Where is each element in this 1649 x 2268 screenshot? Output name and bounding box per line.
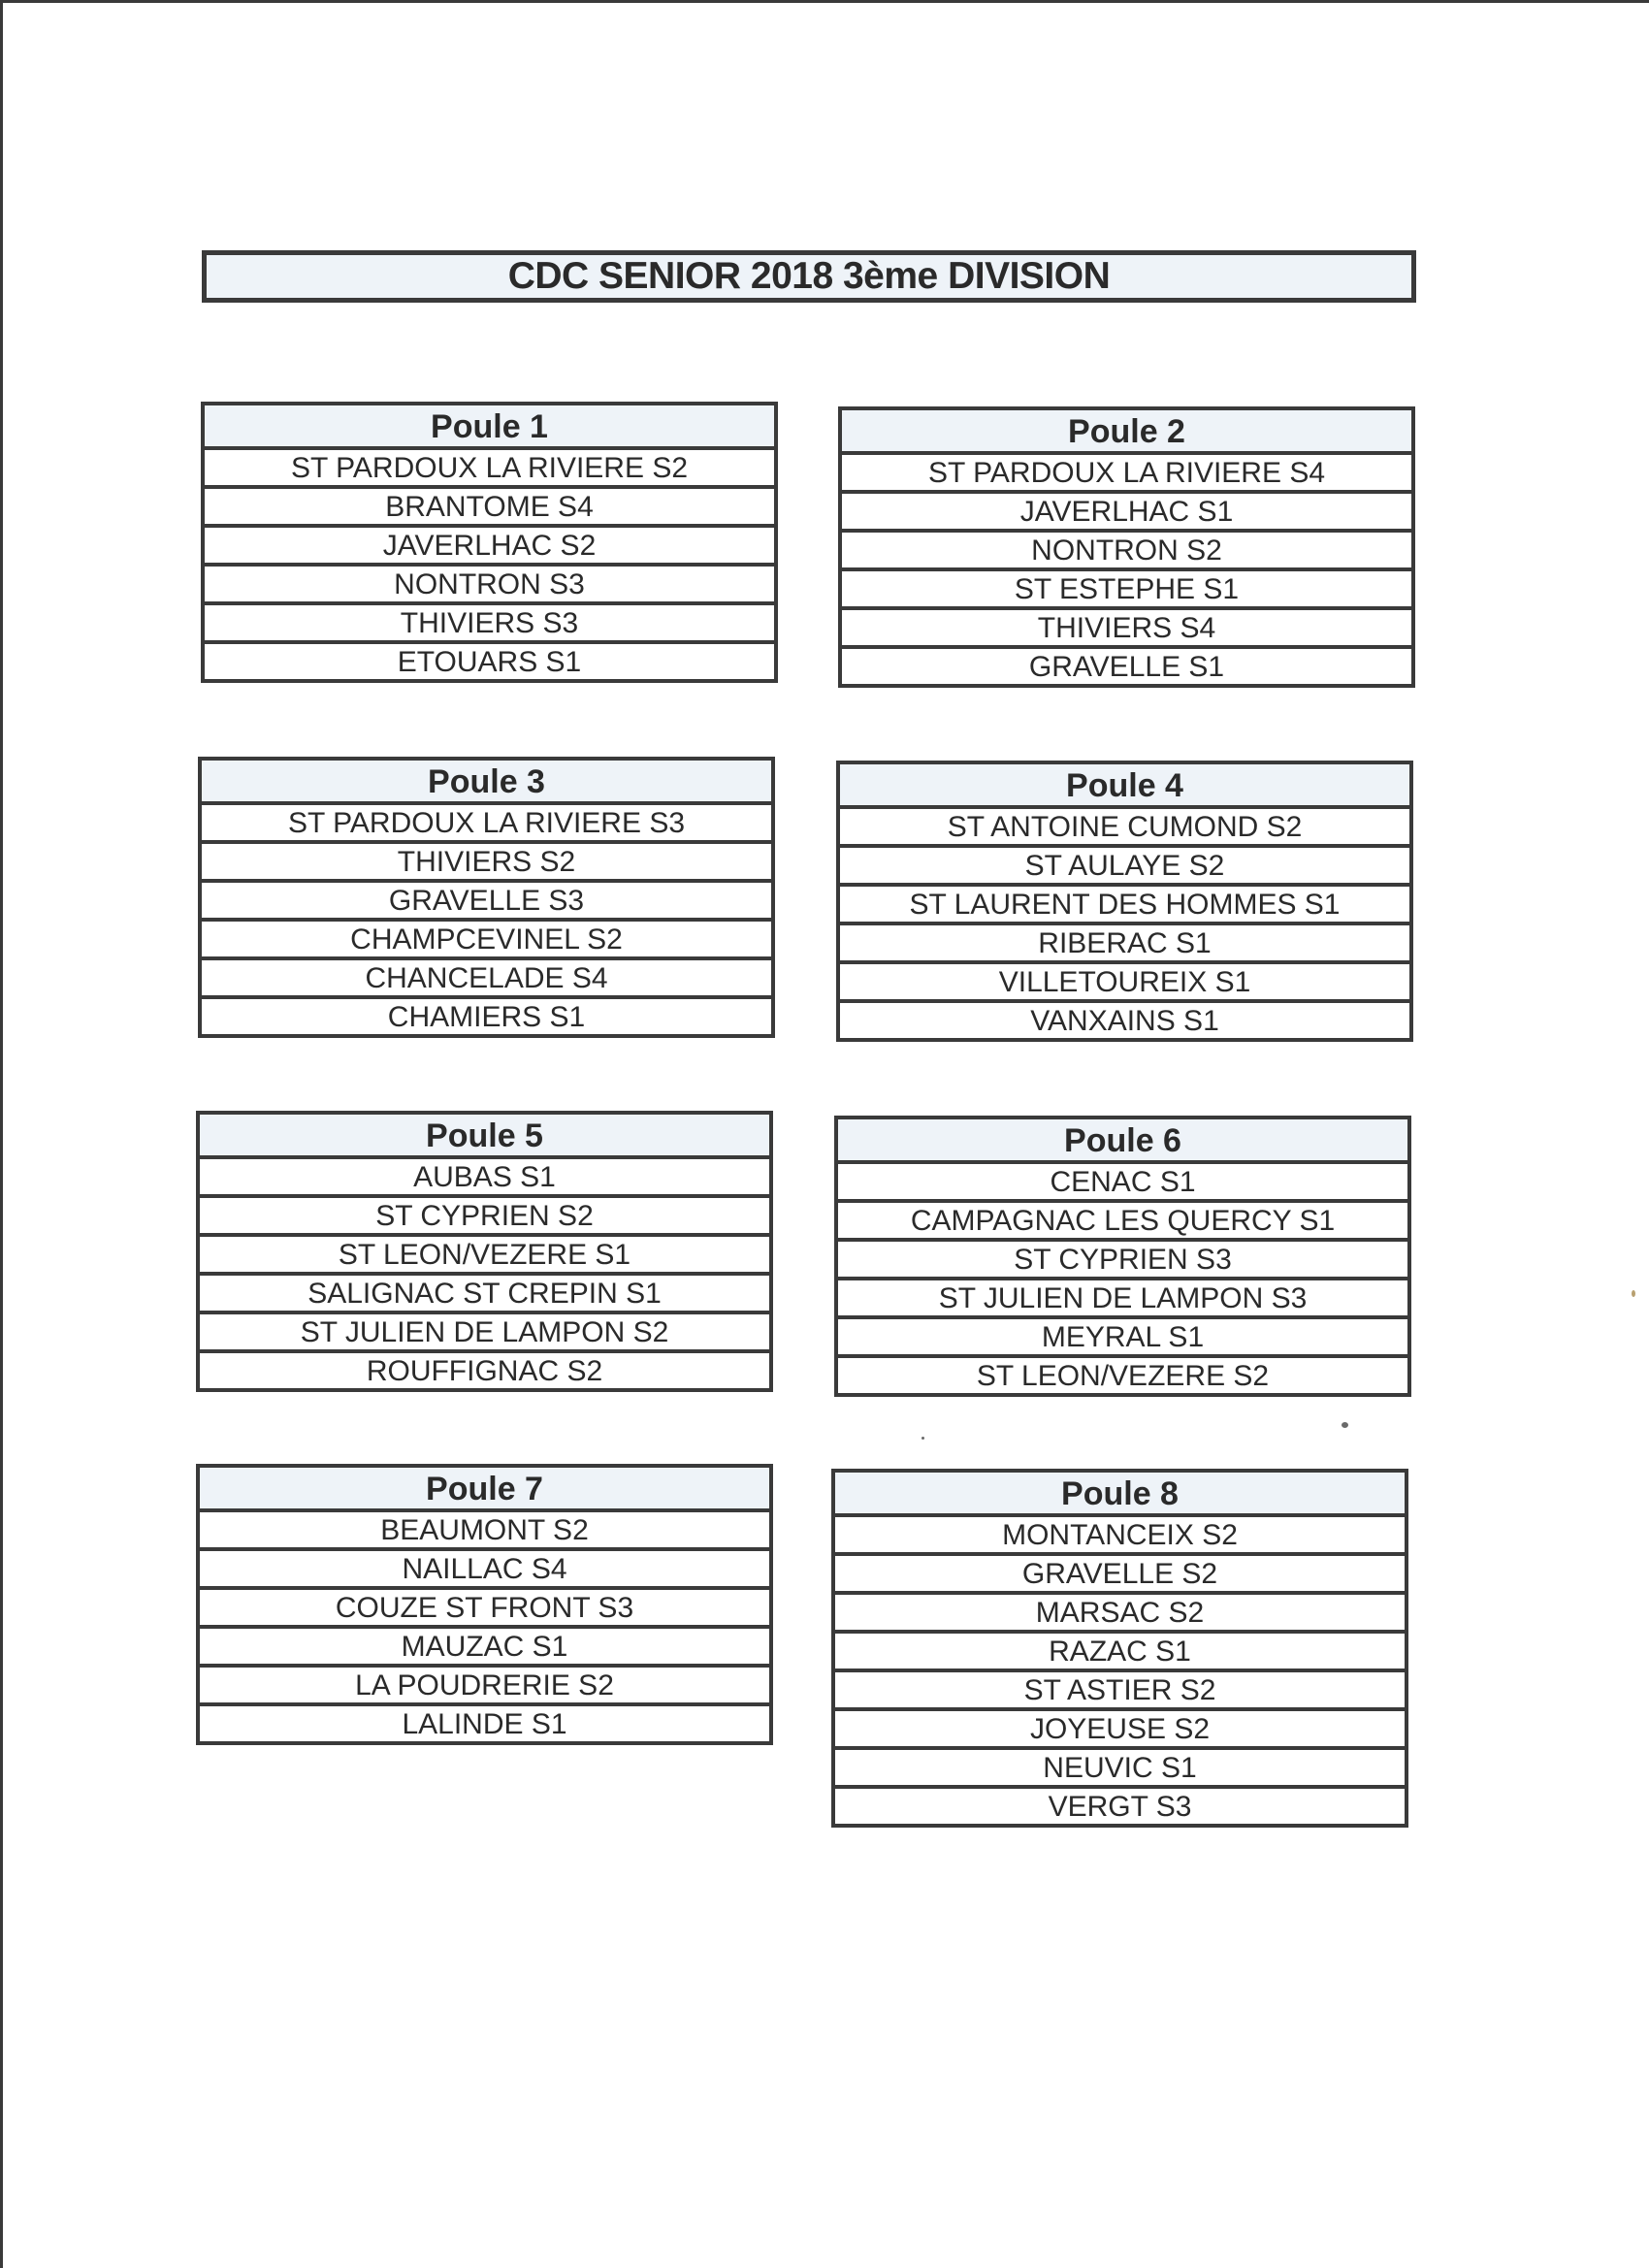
team-row: ST CYPRIEN S3 (838, 1242, 1407, 1280)
team-row: ST JULIEN DE LAMPON S2 (200, 1314, 769, 1353)
team-row: JOYEUSE S2 (835, 1711, 1405, 1750)
team-row: MARSAC S2 (835, 1595, 1405, 1634)
poule-header: Poule 1 (205, 405, 774, 450)
team-row: COUZE ST FRONT S3 (200, 1590, 769, 1629)
team-row: THIVIERS S2 (202, 844, 771, 883)
poule-4-table (836, 761, 1413, 1042)
team-row: CHAMPCEVINEL S2 (202, 922, 771, 960)
team-row: VANXAINS S1 (1030, 1005, 1219, 1037)
team-row: ST PARDOUX LA RIVIERE S3 (202, 805, 771, 844)
poule-7-table (196, 1464, 773, 1745)
team-row: GRAVELLE S2 (835, 1556, 1405, 1595)
team-row: ST LEON/VEZERE S2 (976, 1360, 1270, 1392)
poule-5-table (196, 1111, 773, 1392)
team-row: CAMPAGNAC LES QUERCY S1 (838, 1203, 1407, 1242)
team-row: LA POUDRERIE S2 (200, 1668, 769, 1706)
team-row: THIVIERS S3 (205, 605, 774, 644)
team-row: ETOUARS S1 (397, 646, 582, 678)
team-row: ST LAURENT DES HOMMES S1 (840, 887, 1409, 925)
team-row: ST LEON/VEZERE S1 (200, 1237, 769, 1276)
poule-header: Poule 4 (840, 764, 1409, 809)
team-row: AUBAS S1 (200, 1159, 769, 1198)
scan-speck (1632, 1290, 1635, 1297)
team-row: ST PARDOUX LA RIVIERE S4 (842, 455, 1411, 494)
poule-header: Poule 5 (200, 1115, 769, 1159)
team-row: THIVIERS S4 (842, 610, 1411, 649)
team-row: RIBERAC S1 (840, 925, 1409, 964)
team-row: ST AULAYE S2 (840, 848, 1409, 887)
team-row: ST ANTOINE CUMOND S2 (840, 809, 1409, 848)
team-row: ST CYPRIEN S2 (200, 1198, 769, 1237)
team-row: ST ASTIER S2 (835, 1672, 1405, 1711)
page-edge-top (0, 0, 1649, 3)
team-row: RAZAC S1 (835, 1634, 1405, 1672)
team-row: VERGT S3 (1048, 1791, 1192, 1823)
team-row: JAVERLHAC S2 (205, 528, 774, 567)
team-row: BEAUMONT S2 (200, 1512, 769, 1551)
team-row: ST JULIEN DE LAMPON S3 (838, 1280, 1407, 1319)
team-row: NAILLAC S4 (200, 1551, 769, 1590)
poule-1-table (201, 402, 778, 683)
team-row: CHAMIERS S1 (387, 1001, 586, 1033)
team-row: SALIGNAC ST CREPIN S1 (200, 1276, 769, 1314)
poule-header: Poule 8 (835, 1473, 1405, 1517)
team-row: ST PARDOUX LA RIVIERE S2 (205, 450, 774, 489)
team-row: GRAVELLE S1 (1028, 651, 1225, 683)
team-row: NONTRON S3 (205, 567, 774, 605)
poule-6-table (834, 1116, 1411, 1397)
team-row: MAUZAC S1 (200, 1629, 769, 1668)
team-row: ST ESTEPHE S1 (842, 571, 1411, 610)
poule-8-table (831, 1469, 1408, 1828)
page-edge-left (0, 0, 3, 2268)
poule-header: Poule 7 (200, 1468, 769, 1512)
poule-header: Poule 3 (202, 761, 771, 805)
team-row: CHANCELADE S4 (202, 960, 771, 999)
team-row: JAVERLHAC S1 (842, 494, 1411, 533)
team-row: CENAC S1 (838, 1164, 1407, 1203)
page-title: CDC SENIOR 2018 3ème DIVISION (202, 250, 1416, 303)
team-row: BRANTOME S4 (205, 489, 774, 528)
team-row: MEYRAL S1 (838, 1319, 1407, 1358)
team-row: MONTANCEIX S2 (835, 1517, 1405, 1556)
team-row: NONTRON S2 (842, 533, 1411, 571)
team-row: ROUFFIGNAC S2 (366, 1355, 603, 1387)
scan-speck (922, 1437, 924, 1440)
poule-header: Poule 2 (842, 410, 1411, 455)
team-row: NEUVIC S1 (835, 1750, 1405, 1789)
poule-2-table (838, 406, 1415, 688)
poule-header: Poule 6 (838, 1119, 1407, 1164)
scan-speck (1342, 1422, 1348, 1428)
team-row: VILLETOUREIX S1 (840, 964, 1409, 1003)
team-row: GRAVELLE S3 (202, 883, 771, 922)
team-row: LALINDE S1 (402, 1708, 567, 1740)
poule-3-table (198, 757, 775, 1038)
